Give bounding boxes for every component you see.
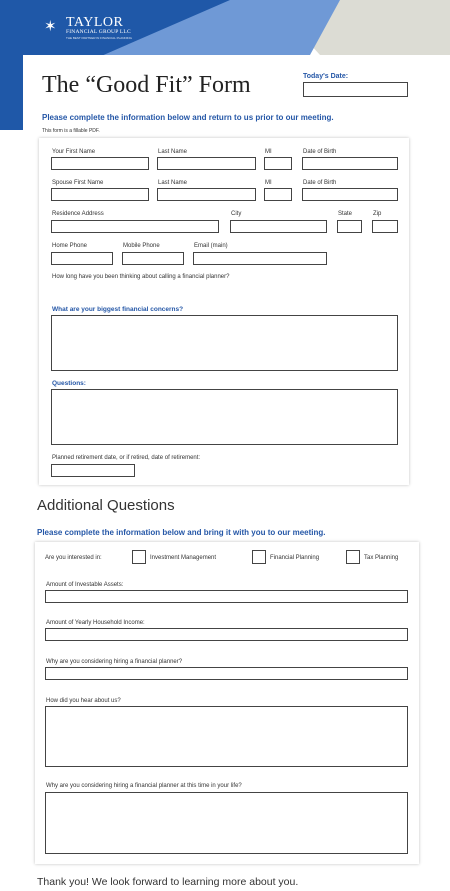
state-label: State bbox=[338, 211, 353, 217]
heard-about-label: How did you hear about us? bbox=[46, 698, 121, 704]
form-instruction: Please complete the information below and return to us prior to our meeting. bbox=[42, 113, 334, 122]
questions-field[interactable] bbox=[51, 389, 398, 445]
financial-planning-checkbox[interactable] bbox=[252, 550, 266, 564]
questions-label: Questions: bbox=[52, 380, 86, 387]
thank-you-text: Thank you! We look forward to learning more about you. bbox=[37, 876, 299, 888]
logo-star-icon: ✶ bbox=[44, 17, 57, 35]
spouse-last-name-label: Last Name bbox=[158, 180, 188, 186]
mobile-phone-field[interactable] bbox=[122, 252, 184, 265]
financial-planning-label: Financial Planning bbox=[270, 555, 320, 561]
mi-label: MI bbox=[265, 149, 272, 155]
email-field[interactable] bbox=[193, 252, 327, 265]
logo-subtitle: FINANCIAL GROUP LLC bbox=[66, 29, 131, 35]
first-name-field[interactable] bbox=[51, 157, 149, 170]
spouse-first-name-label: Spouse First Name bbox=[52, 180, 104, 186]
mobile-phone-label: Mobile Phone bbox=[123, 243, 160, 249]
dob-label: Date of Birth bbox=[303, 149, 337, 155]
zip-label: Zip bbox=[373, 211, 382, 217]
state-field[interactable] bbox=[337, 220, 362, 233]
spouse-mi-label: MI bbox=[265, 180, 272, 186]
todays-date-field[interactable] bbox=[303, 82, 408, 97]
why-now-field[interactable] bbox=[45, 792, 408, 854]
home-phone-label: Home Phone bbox=[52, 243, 88, 249]
fillable-note: This form is a fillable PDF. bbox=[42, 128, 100, 134]
home-phone-field[interactable] bbox=[51, 252, 113, 265]
address-label: Residence Address bbox=[52, 211, 104, 217]
interested-label: Are you interested in: bbox=[45, 555, 102, 561]
city-label: City bbox=[231, 211, 242, 217]
concerns-field[interactable] bbox=[51, 315, 398, 371]
dob-field[interactable] bbox=[302, 157, 398, 170]
logo-tagline: THE BEST PARTNER IN FINANCIAL PLANNING bbox=[66, 36, 132, 40]
why-hiring-field[interactable] bbox=[45, 667, 408, 680]
city-field[interactable] bbox=[230, 220, 327, 233]
first-name-label: Your First Name bbox=[52, 149, 96, 155]
spouse-first-name-field[interactable] bbox=[51, 188, 149, 201]
logo-name: TAYLOR bbox=[66, 15, 124, 30]
why-now-label: Why are you considering hiring a financial planner at this time in your life? bbox=[46, 783, 242, 789]
mi-field[interactable] bbox=[264, 157, 292, 170]
spouse-last-name-field[interactable] bbox=[157, 188, 256, 201]
household-income-field[interactable] bbox=[45, 628, 408, 641]
household-income-label: Amount of Yearly Household Income: bbox=[46, 620, 145, 626]
spouse-dob-label: Date of Birth bbox=[303, 180, 337, 186]
concerns-label: What are your biggest financial concerns? bbox=[52, 306, 184, 313]
investable-assets-label: Amount of Investable Assets: bbox=[46, 582, 124, 588]
additional-questions-title: Additional Questions bbox=[37, 497, 175, 514]
why-hiring-label: Why are you considering hiring a financial planner? bbox=[46, 659, 183, 665]
last-name-field[interactable] bbox=[157, 157, 256, 170]
zip-field[interactable] bbox=[372, 220, 398, 233]
tax-planning-checkbox[interactable] bbox=[346, 550, 360, 564]
how-long-label: How long have you been thinking about calling a financial planner? bbox=[52, 274, 230, 280]
last-name-label: Last Name bbox=[158, 149, 188, 155]
investment-management-checkbox[interactable] bbox=[132, 550, 146, 564]
investment-management-label: Investment Management bbox=[150, 555, 217, 561]
spouse-dob-field[interactable] bbox=[302, 188, 398, 201]
retirement-label: Planned retirement date, or if retired, date of retirement: bbox=[52, 455, 201, 461]
spouse-mi-field[interactable] bbox=[264, 188, 292, 201]
address-field[interactable] bbox=[51, 220, 219, 233]
retirement-field[interactable] bbox=[51, 464, 135, 477]
investable-assets-field[interactable] bbox=[45, 590, 408, 603]
tax-planning-label: Tax Planning bbox=[364, 555, 399, 561]
form-title: The “Good Fit” Form bbox=[42, 72, 251, 98]
additional-instruction: Please complete the information below and bring it with you to our meeting. bbox=[37, 528, 326, 537]
heard-about-field[interactable] bbox=[45, 706, 408, 767]
todays-date-label: Today's Date: bbox=[303, 73, 349, 80]
email-label: Email (main) bbox=[194, 243, 228, 249]
